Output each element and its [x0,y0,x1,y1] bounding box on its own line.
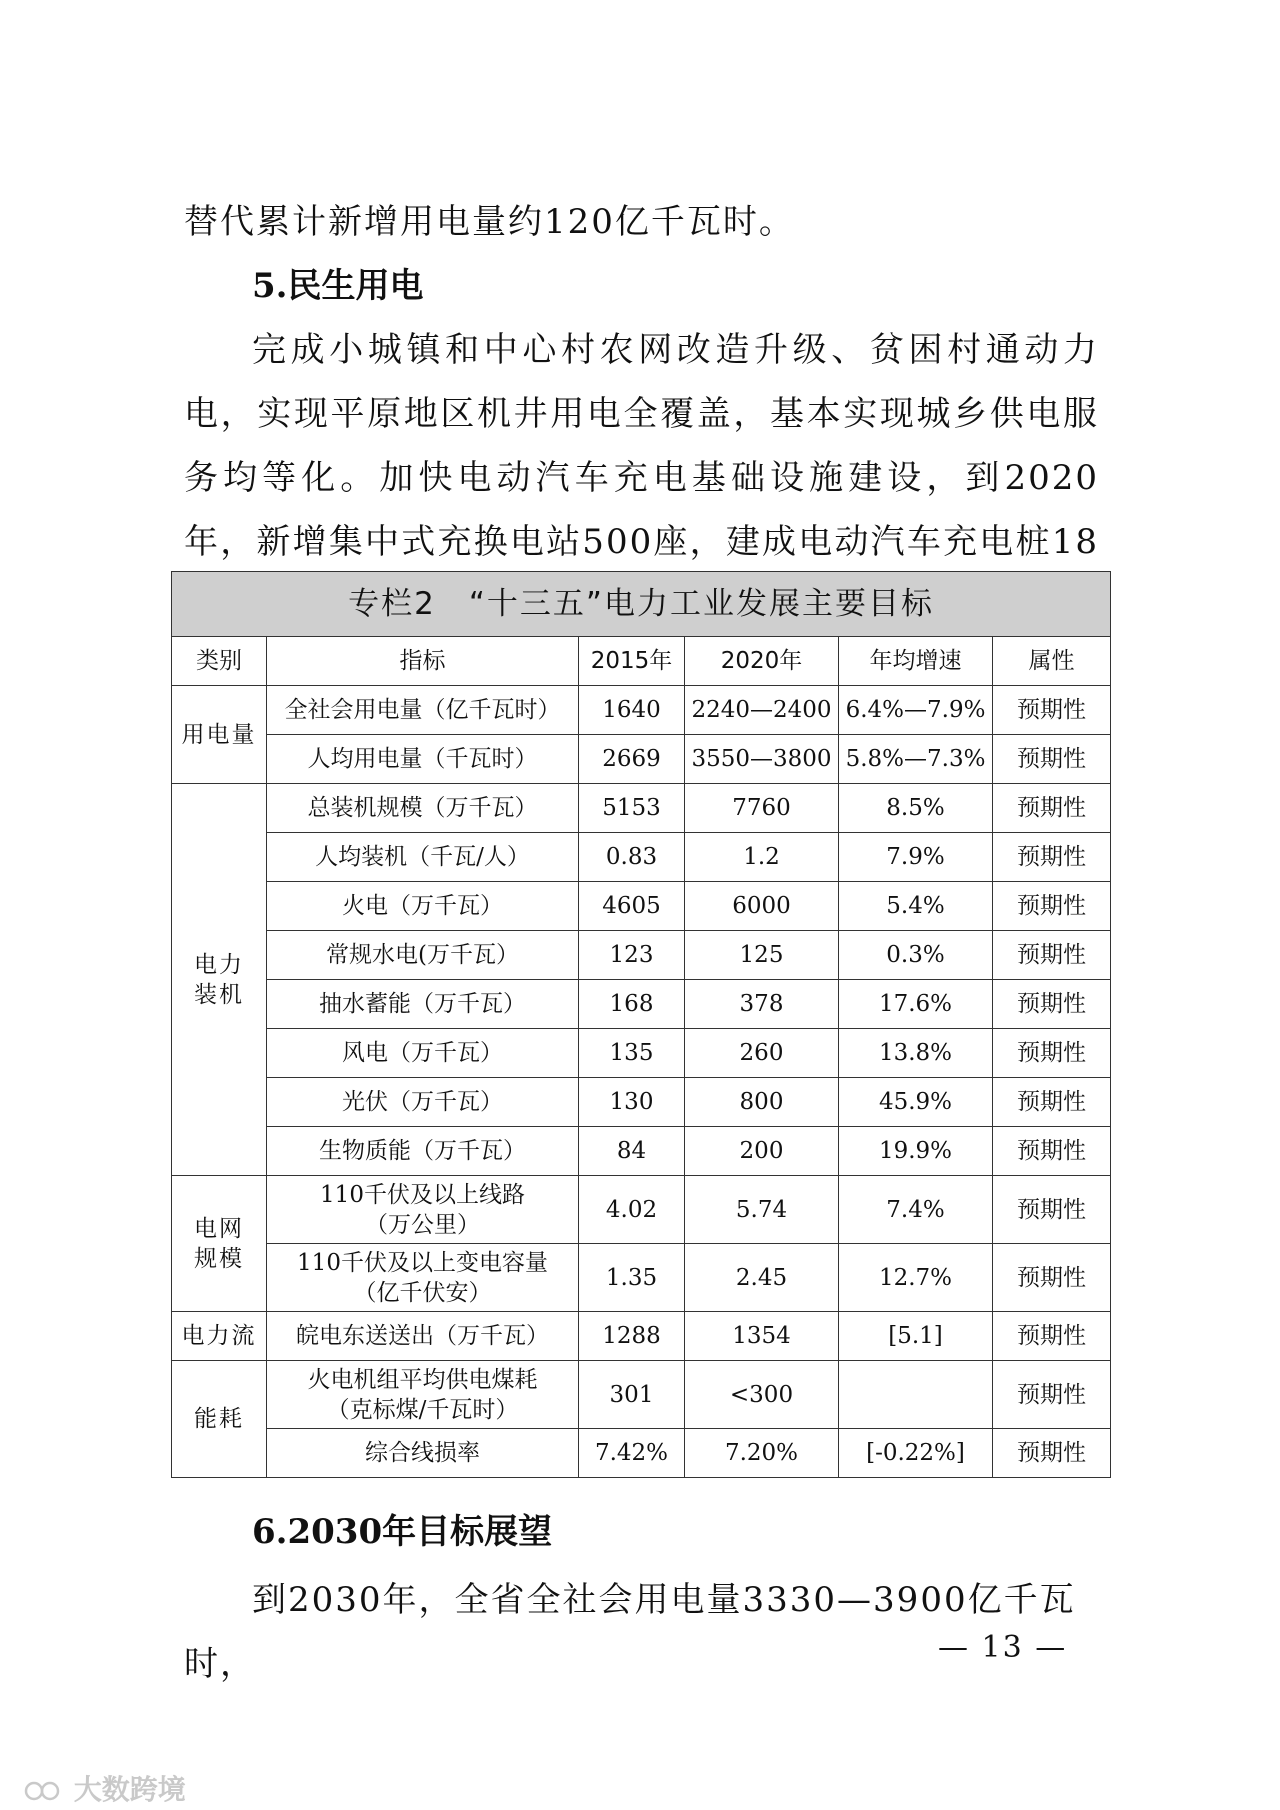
value-2020: 125 [685,931,839,980]
indicator-cell: 总装机规模（万千瓦） [267,784,579,833]
attribute-cell: 预期性 [993,784,1111,833]
table-row [172,882,1111,931]
attribute-cell: 预期性 [993,1361,1111,1429]
watermark-icon [24,1779,64,1803]
growth-cell: [-0.22%] [839,1429,993,1478]
indicator-line: （万公里） [365,1211,480,1238]
growth-cell: 8.5% [839,784,993,833]
value-2015: 301 [579,1361,685,1429]
growth-cell: 5.4% [839,882,993,931]
table-header-row [172,637,1111,686]
section-heading-6: 6.2030年目标展望 [252,1512,553,1552]
category-consumption: 用电量 [172,686,267,784]
table-row [172,980,1111,1029]
header-growth: 年均增速 [839,637,993,686]
value-2015: 1640 [579,686,685,735]
indicator-cell: 综合线损率 [267,1429,579,1478]
value-2015: 1.35 [579,1244,685,1312]
growth-cell: 6.4%—7.9% [839,686,993,735]
value-2015: 123 [579,931,685,980]
value-2015: 168 [579,980,685,1029]
growth-cell: 13.8% [839,1029,993,1078]
indicator-cell: 皖电东送送出（万千瓦） [267,1312,579,1361]
table-row [172,1361,1111,1429]
attribute-cell: 预期性 [993,1127,1111,1176]
growth-cell: [5.1] [839,1312,993,1361]
indicator-cell: 生物质能（万千瓦） [267,1127,579,1176]
section-heading-5: 5.民生用电 [252,266,424,306]
attribute-cell: 预期性 [993,1029,1111,1078]
value-2015: 135 [579,1029,685,1078]
value-2020: 2.45 [685,1244,839,1312]
indicator-line: 110千伏及以上变电容量 [297,1249,548,1276]
value-2020: 800 [685,1078,839,1127]
category-line: 电网 [194,1215,244,1242]
value-2015: 5153 [579,784,685,833]
attribute-cell: 预期性 [993,833,1111,882]
value-2020: 200 [685,1127,839,1176]
indicator-line: 110千伏及以上线路 [320,1181,525,1208]
category-line: 电力 [194,951,244,978]
value-2020: 7760 [685,784,839,833]
indicator-cell: 人均用电量（千瓦时） [267,735,579,784]
table-row [172,1429,1111,1478]
indicator-line: （克标煤/千瓦时） [326,1396,519,1423]
indicator-cell [267,1176,579,1244]
table-row [172,686,1111,735]
value-2020: <300 [685,1361,839,1429]
indicator-cell: 风电（万千瓦） [267,1029,579,1078]
indicator-cell [267,1361,579,1429]
growth-cell: 45.9% [839,1078,993,1127]
attribute-cell: 预期性 [993,980,1111,1029]
value-2015: 84 [579,1127,685,1176]
category-line: 规模 [194,1245,244,1272]
table-row [172,1312,1111,1361]
growth-cell: 7.9% [839,833,993,882]
value-2020: 260 [685,1029,839,1078]
category-installed-capacity [172,784,267,1176]
attribute-cell: 预期性 [993,1176,1111,1244]
table-row [172,1078,1111,1127]
attribute-cell: 预期性 [993,1429,1111,1478]
value-2015: 130 [579,1078,685,1127]
watermark-text: 大数跨境 [73,1773,186,1806]
indicator-cell: 人均装机（千瓦/人） [267,833,579,882]
value-2015: 1288 [579,1312,685,1361]
attribute-cell: 预期性 [993,882,1111,931]
header-category: 类别 [172,637,267,686]
category-power-flow: 电力流 [172,1312,267,1361]
header-attribute: 属性 [993,637,1111,686]
indicator-cell: 火电（万千瓦） [267,882,579,931]
growth-cell: 5.8%—7.3% [839,735,993,784]
paragraph-livelihood-power: 完成小城镇和中心村农网改造升级、贫困村通动力电，实现平原地区机井用电全覆盖，基本实现城乡供电服务均等化。加快电动汽车充电基础设施建设，到2020年，新增集中式充换电站500座，建成电动汽车充电桩18 [184,330,1099,562]
table-row [172,1244,1111,1312]
growth-cell: 19.9% [839,1127,993,1176]
paragraph-continuation: 替代累计新增用电量约120亿千瓦时。 [184,202,795,242]
indicator-cell [267,1244,579,1312]
indicator-line: （亿千伏安） [353,1279,492,1306]
page-number: — 13 — [938,1630,1068,1665]
header-2015: 2015年 [579,637,685,686]
indicator-cell: 全社会用电量（亿千瓦时） [267,686,579,735]
value-2020: 3550—3800 [685,735,839,784]
table-row [172,1127,1111,1176]
watermark-logo [24,1768,186,1808]
growth-cell [839,1361,993,1429]
value-2020: 5.74 [685,1176,839,1244]
indicator-cell: 抽水蓄能（万千瓦） [267,980,579,1029]
indicator-line: 火电机组平均供电煤耗 [307,1366,538,1393]
value-2020: 6000 [685,882,839,931]
growth-cell: 7.4% [839,1176,993,1244]
column-table [171,571,1111,1478]
table-row [172,1176,1111,1244]
indicator-cell: 常规水电(万千瓦） [267,931,579,980]
attribute-cell: 预期性 [993,1244,1111,1312]
value-2015: 4.02 [579,1176,685,1244]
attribute-cell: 预期性 [993,931,1111,980]
indicator-cell: 光伏（万千瓦） [267,1078,579,1127]
value-2015: 2669 [579,735,685,784]
value-2015: 0.83 [579,833,685,882]
growth-cell: 12.7% [839,1244,993,1312]
header-indicator: 指标 [267,637,579,686]
table-row [172,1029,1111,1078]
value-2020: 7.20% [685,1429,839,1478]
category-grid-scale [172,1176,267,1312]
category-energy-consumption: 能耗 [172,1361,267,1478]
value-2015: 7.42% [579,1429,685,1478]
table-row [172,784,1111,833]
value-2015: 4605 [579,882,685,931]
value-2020: 1.2 [685,833,839,882]
attribute-cell: 预期性 [993,1078,1111,1127]
value-2020: 1354 [685,1312,839,1361]
paragraph-2030-outlook: 到2030年，全省全社会用电量3330—3900亿千瓦时， [184,1580,1076,1684]
category-line: 装机 [194,981,244,1008]
attribute-cell: 预期性 [993,735,1111,784]
attribute-cell: 预期性 [993,1312,1111,1361]
value-2020: 2240—2400 [685,686,839,735]
growth-cell: 0.3% [839,931,993,980]
table-row [172,735,1111,784]
header-2020: 2020年 [685,637,839,686]
value-2020: 378 [685,980,839,1029]
table-row [172,931,1111,980]
growth-cell: 17.6% [839,980,993,1029]
table-row [172,833,1111,882]
table-title: 专栏2 “十三五”电力工业发展主要目标 [172,572,1111,637]
attribute-cell: 预期性 [993,686,1111,735]
